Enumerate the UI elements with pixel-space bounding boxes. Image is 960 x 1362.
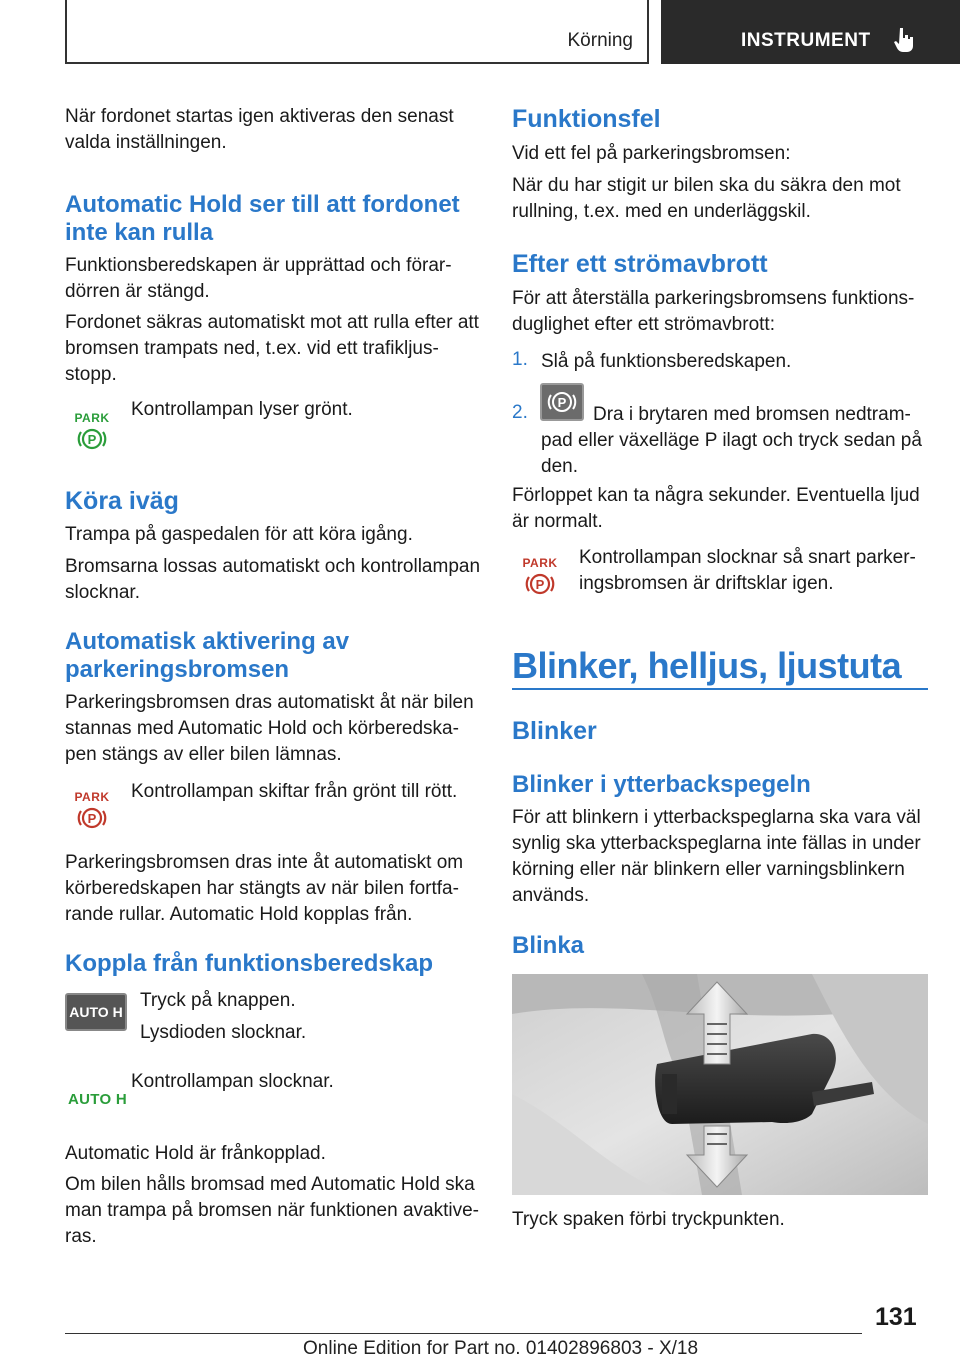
park-red-indicator-2 [518, 557, 562, 597]
heading-kora-ivag: Köra iväg [65, 487, 179, 515]
svg-text:P: P [535, 577, 545, 592]
header-left-box [65, 0, 649, 64]
icon2-text: Kontrollampan skiftar från grönt till rött. [131, 781, 458, 802]
hold-paragraph-2: Fordonet säkras automatiskt mot att rulla efter att bromsen trampats ned, t.ex. vid ett trafikljus-stopp. [65, 312, 479, 385]
heading-blinker: Blinker [512, 717, 597, 745]
illustration-caption: Tryck spaken förbi tryckpunkten. [512, 1209, 785, 1230]
step-2-text: Dra i brytaren med bromsen nedtram-pad eller växelläge P ilagt och tryck sedan på den. [541, 404, 922, 477]
turn-signal-lever-illustration [512, 974, 928, 1195]
footer-rule [65, 1333, 862, 1334]
heading-automatisk-aktivering: Automatisk aktivering av parkeringsbromsen [65, 628, 350, 683]
step-2-number: 2. [512, 402, 528, 423]
auto-paragraph-1: Parkeringsbromsen dras automatiskt åt när bilen stannas med Automatic Hold och körberedska-pen stängs av eller bilen lämnas. [65, 692, 474, 765]
button-text-2: Lysdioden slocknar. [140, 1022, 307, 1043]
power-paragraph-1: För att återställa parkeringsbromsens funktions-duglighet efter ett strömavbrott: [512, 288, 915, 335]
hold-paragraph-1: Funktionsberedskapen är upprättad och förar-dörren är stängd. [65, 255, 452, 302]
heading-koppla-fran: Koppla från funktionsberedskap [65, 950, 434, 977]
park-red-indicator [70, 791, 114, 831]
heading-blinka: Blinka [512, 932, 585, 959]
footer-edition: Online Edition for Part no. 01402896803 - X/18 [303, 1338, 699, 1359]
page-number: 131 [875, 1303, 917, 1331]
heading-funktionsfel: Funktionsfel [512, 105, 661, 133]
auto-paragraph-2: Parkeringsbromsen dras inte åt automatiskt om körberedskapen har stängts av när bilen fortfa-rande rullar. Automatic Hold kopplas från. [65, 852, 464, 925]
header-chapter: INSTRUMENT [741, 30, 871, 51]
icon4-text: Kontrollampan slocknar så snart parker-ingsbromsen är driftsklar igen. [579, 547, 916, 594]
heading-blinker-mirror: Blinker i ytterbackspegeln [512, 771, 811, 798]
fault-paragraph-1: Vid ett fel på parkeringsbromsen: [512, 143, 791, 164]
parking-brake-red-icon [77, 805, 107, 831]
button-text-1: Tryck på knappen. [140, 990, 296, 1011]
header-section: Körning [567, 30, 633, 51]
park-label: PARK [522, 556, 558, 570]
off-paragraph-2: Om bilen hålls bromsad med Automatic Hold ska man trampa på bromsen när funktionen avaktive-ras. [65, 1174, 479, 1247]
auto-hold-button: AUTO H [65, 993, 127, 1031]
park-label: PARK [74, 790, 110, 804]
park-green-indicator [70, 412, 114, 452]
header-chapter-tab [661, 0, 960, 64]
icon3-text: Kontrollampan slocknar. [131, 1071, 334, 1092]
mirror-paragraph: För att blinkern i ytterbackspeglarna ska vara väl synlig ska ytterbackspeglarna inte fällas in under körning eller när blinkern eller varningsblinkern används. [512, 807, 921, 906]
step-1-text: Slå på funktionsberedskapen. [541, 351, 792, 372]
heading-blinker-helljus: Blinker, helljus, ljustuta [512, 645, 902, 686]
parking-brake-red-icon [525, 571, 555, 597]
svg-text:P: P [557, 395, 567, 410]
svg-text:P: P [87, 811, 97, 826]
drive-paragraph-2: Bromsarna lossas automatiskt och kontrollampan slocknar. [65, 556, 481, 603]
heading-automatic-hold: Automatic Hold ser till att fordonet inte kan rulla [65, 191, 460, 246]
parking-brake-green-icon [77, 426, 107, 452]
svg-text:P: P [87, 432, 97, 447]
park-label: PARK [74, 411, 110, 425]
intro-paragraph: När fordonet startas igen aktiveras den senast valda inställningen. [65, 106, 454, 153]
heading-stromavbrott: Efter ett strömavbrott [512, 250, 768, 278]
fault-paragraph-2: När du har stigit ur bilen ska du säkra den mot rullning, t.ex. med en underläggskil. [512, 175, 901, 222]
hand-pointer-icon [894, 26, 916, 52]
power-paragraph-2: Förloppet kan ta några sekunder. Eventuella ljud är normalt. [512, 485, 920, 532]
step-1-number: 1. [512, 349, 528, 370]
off-paragraph-1: Automatic Hold är frånkopplad. [65, 1143, 326, 1164]
icon1-text: Kontrollampan lyser grönt. [131, 399, 353, 420]
heading-rule [512, 688, 928, 690]
drive-paragraph-1: Trampa på gaspedalen för att köra igång. [65, 524, 413, 545]
auto-hold-indicator: AUTO H [68, 1091, 128, 1108]
